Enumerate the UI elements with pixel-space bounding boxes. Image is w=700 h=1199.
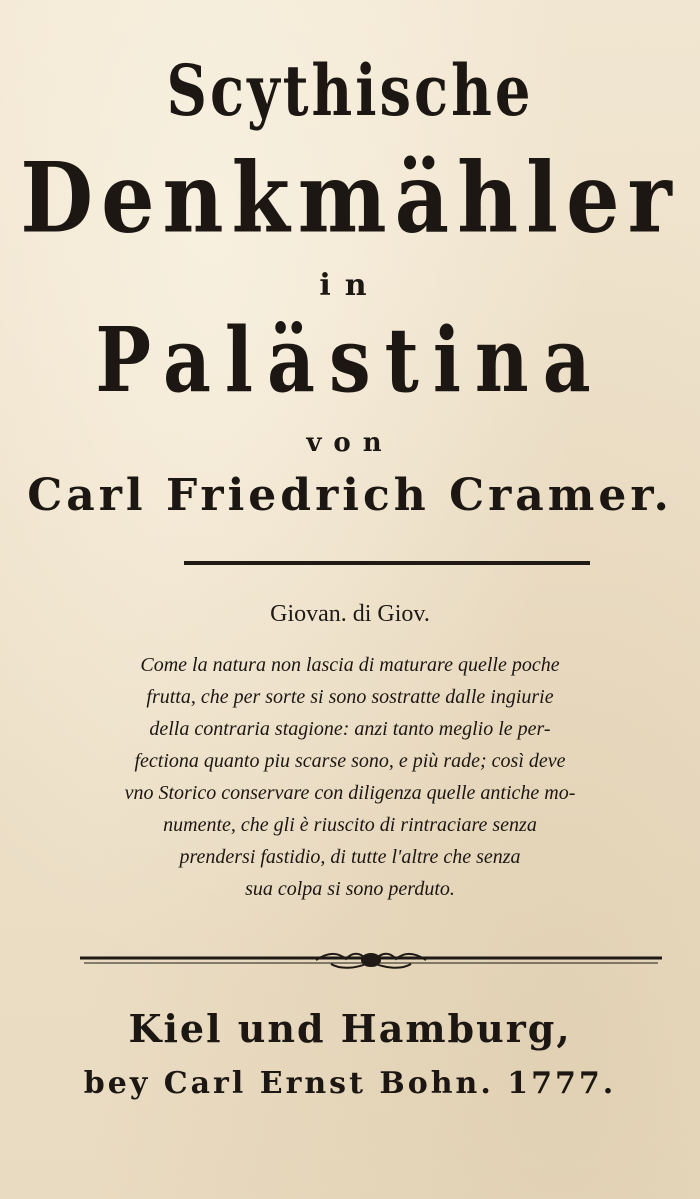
title-line-von: von	[306, 428, 394, 458]
epigraph-source: Giovan. di Giov.	[270, 601, 430, 627]
title-line-1: Scythische	[166, 49, 534, 133]
epigraph-line: frutta, che per sorte si sono sostratte dalle ingiurie	[146, 686, 554, 708]
title-line-2: Denkmähler	[20, 140, 680, 255]
ornamental-rule	[76, 944, 666, 974]
epigraph-line: fectiona quanto piu scarse sono, e più rade; così deve	[134, 750, 566, 772]
epigraph-line: Come la natura non lascia di maturare quelle poche	[140, 654, 560, 676]
imprint-city: Kiel und Hamburg,	[128, 1006, 572, 1051]
epigraph-line: della contraria stagione: anzi tanto meglio le per-	[149, 718, 551, 740]
title-line-in: in	[319, 268, 381, 303]
imprint-publisher: bey Carl Ernst Bohn. 1777.	[83, 1066, 617, 1101]
author-name: Carl Friedrich Cramer.	[27, 470, 673, 521]
epigraph-line: numente, che gli è riuscito di rintraciare senza	[163, 814, 537, 836]
title-line-3: Palästina	[95, 309, 605, 413]
divider-rule	[184, 561, 590, 565]
epigraph-line: prendersi fastidio, di tutte l'altre che senza	[179, 846, 521, 868]
ornament-center-icon	[316, 954, 426, 968]
epigraph-line: sua colpa si sono perduto.	[245, 878, 455, 900]
epigraph-line: vno Storico conservare con diligenza quelle antiche mo-	[124, 782, 576, 804]
